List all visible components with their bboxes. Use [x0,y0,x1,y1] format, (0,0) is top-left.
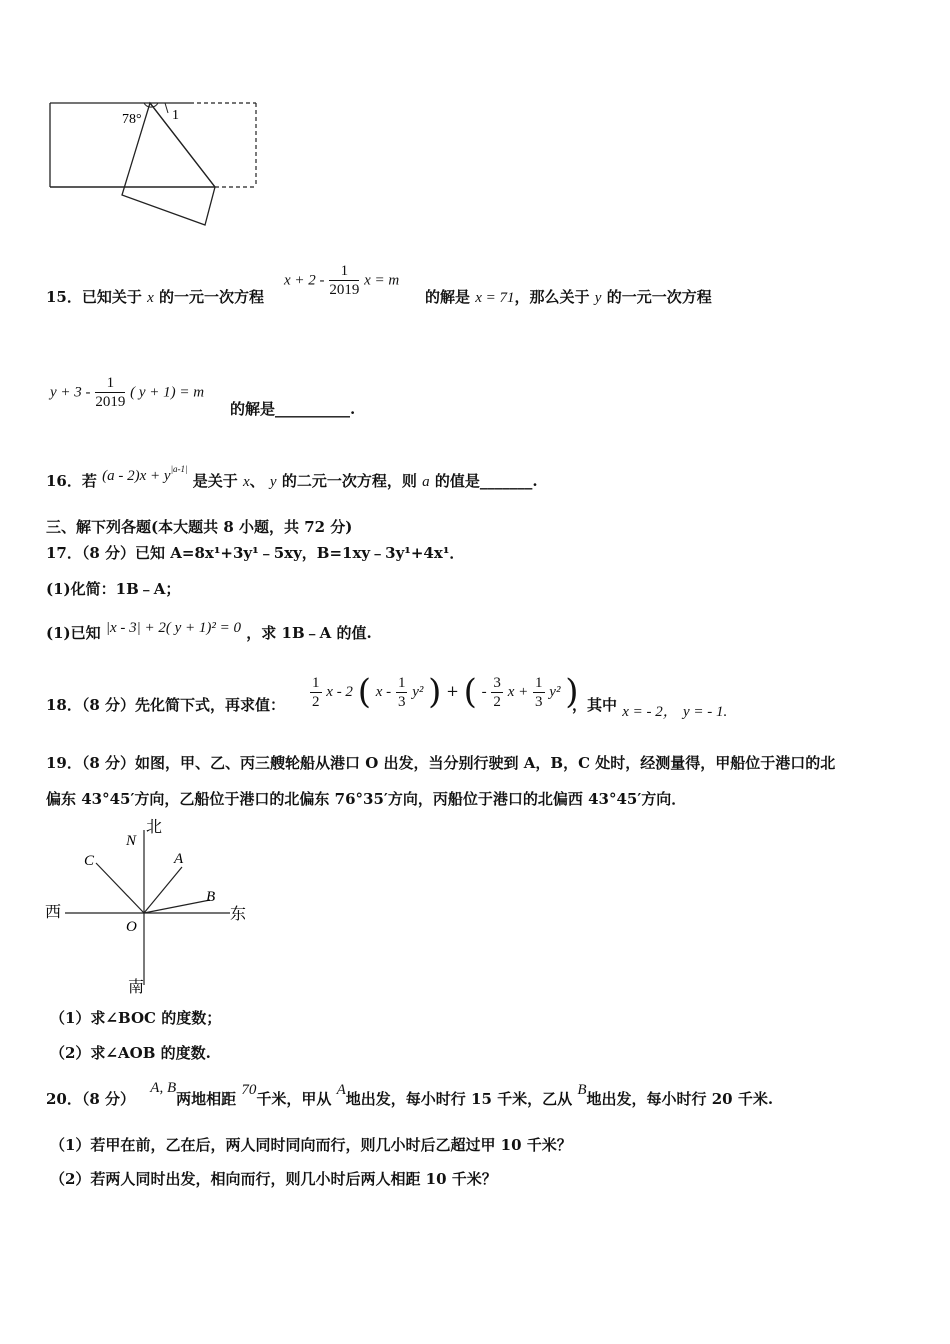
question-20-part1: （1）若甲在前，乙在后，两人同时同向而行，则几小时后乙超过甲 10 千米？ [50,1136,572,1154]
angle-78-label: 78° [122,112,142,127]
question-number: 20．（8 分） [46,1090,136,1108]
point-a-label: A [174,851,184,867]
frac-den: 2019 [329,282,360,298]
frac-num: 1 [95,374,125,393]
q15-equation2 [50,374,204,411]
q20-text2: 千米，甲从 [256,1090,332,1108]
question-18-stem: 18．（8 分）先化简下式，再求值： [46,696,286,714]
section-3-heading: 三、解下列各题(本大题共 8 小题，共 72 分) [46,518,353,536]
frac-num: 3 [493,674,501,691]
eq1-right: x = m [364,272,400,289]
question-19-line1: 19．（8 分）如图，甲、乙、丙三艘轮船从港口 O 出发，当分别行驶到 A，B，C 处时，经测量得，甲船位于港口的北 [46,754,836,772]
paren-open: ( [463,672,477,712]
north-zh-label: 北 [146,819,163,836]
q15-text1: 已知关于 [81,288,142,306]
answer-blank[interactable]: _______ [479,472,533,490]
q20-text3: 地出发，每小时行 15 千米，乙从 [345,1090,573,1108]
q16-text2: 是关于 [192,472,238,490]
eq2-right: ( y + 1) = m [130,384,205,401]
fraction [396,674,408,711]
fraction [329,262,359,299]
eq1-left: x + 2 - [284,272,325,289]
point-c-label: C [84,853,95,869]
q15-line2-tail [230,398,355,419]
compass-figure [40,815,260,995]
fraction [95,374,125,411]
paren-open: ( [357,672,371,712]
q18-expr-a: x - 2 [326,684,353,700]
frac-num: 1 [397,674,406,691]
west-label: 西 [45,904,62,921]
separator: 、 [249,472,265,490]
q16-exponent: |a-1| [170,464,188,474]
q18-expr-g: y² [549,684,561,700]
q16-expr: (a - 2)x + y [102,468,171,484]
question-16 [46,464,538,491]
q18-minus: - [481,684,487,700]
q18-cond-x: x = - 2， [622,704,678,720]
question-17-part2 [46,622,372,643]
q16-text4: 的值是 [434,472,480,490]
answer-blank[interactable]: __________ [275,400,351,418]
q15-line1-tail [425,286,712,307]
var-y: y [269,474,277,490]
q20-vars: A, B [150,1080,177,1096]
question-20-stem [46,1080,774,1109]
q17-part2-prefix: (1)已知 [46,624,101,642]
question-19-part2: （2）求∠AOB 的度数. [50,1044,211,1062]
q17-part2-suffix: ，求 1B﹣A 的值. [246,624,372,642]
q20-text1: 两地相距 [176,1090,237,1108]
q15-text2: 的一元一次方程 [159,288,265,306]
period: . [350,400,356,418]
q18-expr-f: x + [507,684,529,700]
point-b-label: B [206,889,216,905]
fraction [533,674,545,711]
q15-text6: 的解是 [230,400,276,418]
question-number: 15． [46,288,82,306]
angle-1-label: 1 [172,108,179,123]
question-20-part2: （2）若两人同时出发，相向而行，则几小时后两人相距 10 千米？ [50,1170,497,1188]
q20-var-b: B [577,1082,587,1098]
east-label: 东 [230,906,247,923]
question-number: 16． [46,472,82,490]
frac-num: 1 [535,674,543,691]
south-label: 南 [128,979,145,995]
q16-text1: 若 [81,472,97,490]
q15-text4: ，那么关于 [514,288,590,306]
origin-label: O [126,919,137,935]
fraction [491,674,503,711]
q20-var-a: A [336,1082,346,1098]
question-15-line1 [46,286,264,307]
north-en-label: N [126,833,137,849]
var-a: a [422,474,430,490]
q18-plus: + [446,682,459,700]
q18-expression [310,672,578,712]
frac-den: 2019 [95,394,126,410]
q17-part2-expr: |x - 3| + 2( y + 1)² = 0 [105,620,242,636]
frac-den: 3 [397,693,406,710]
fraction [310,674,322,711]
paren-close: ) [565,672,579,712]
var-x: x [147,290,154,306]
question-19-part1: （1）求∠BOC 的度数； [50,1009,222,1027]
q20-distance: 70 [241,1082,257,1098]
q20-text4: 地出发，每小时行 20 千米. [586,1090,774,1108]
frac-num: 1 [312,674,320,691]
q18-cond-y: y = - 1. [683,704,728,720]
q15-text3: 的解是 [425,288,471,306]
frac-num: 1 [329,262,359,281]
eq2-left: y + 3 - [50,384,91,401]
q18-expr-b: x - [375,684,392,700]
q16-text3: 的二元一次方程，则 [281,472,417,490]
frac-den: 3 [535,693,543,710]
period: . [532,472,538,490]
q15-text5: 的一元一次方程 [606,288,712,306]
q18-condition [572,694,728,720]
q18-suffix: ，其中 [572,696,618,714]
question-19-line2: 偏东 43°45′方向，乙船位于港口的北偏东 76°35′方向，丙船位于港口的北偏西 43°45′方向． [46,790,687,808]
folded-rectangle-figure [40,95,270,230]
var-y: y [594,290,602,306]
solution: x = 71 [475,290,515,306]
frac-den: 2 [312,693,320,710]
q15-equation1 [284,262,399,299]
paren-close: ) [428,672,442,712]
question-17-part1: (1)化简：1B﹣A； [46,580,181,598]
var-x: x [243,474,250,490]
q18-expr-c: y² [412,684,424,700]
frac-den: 2 [493,693,501,710]
question-17-stem: 17．（8 分）已知 A=8x¹+3y¹﹣5xy，B=1xy﹣3y¹+4x¹． [46,544,465,562]
